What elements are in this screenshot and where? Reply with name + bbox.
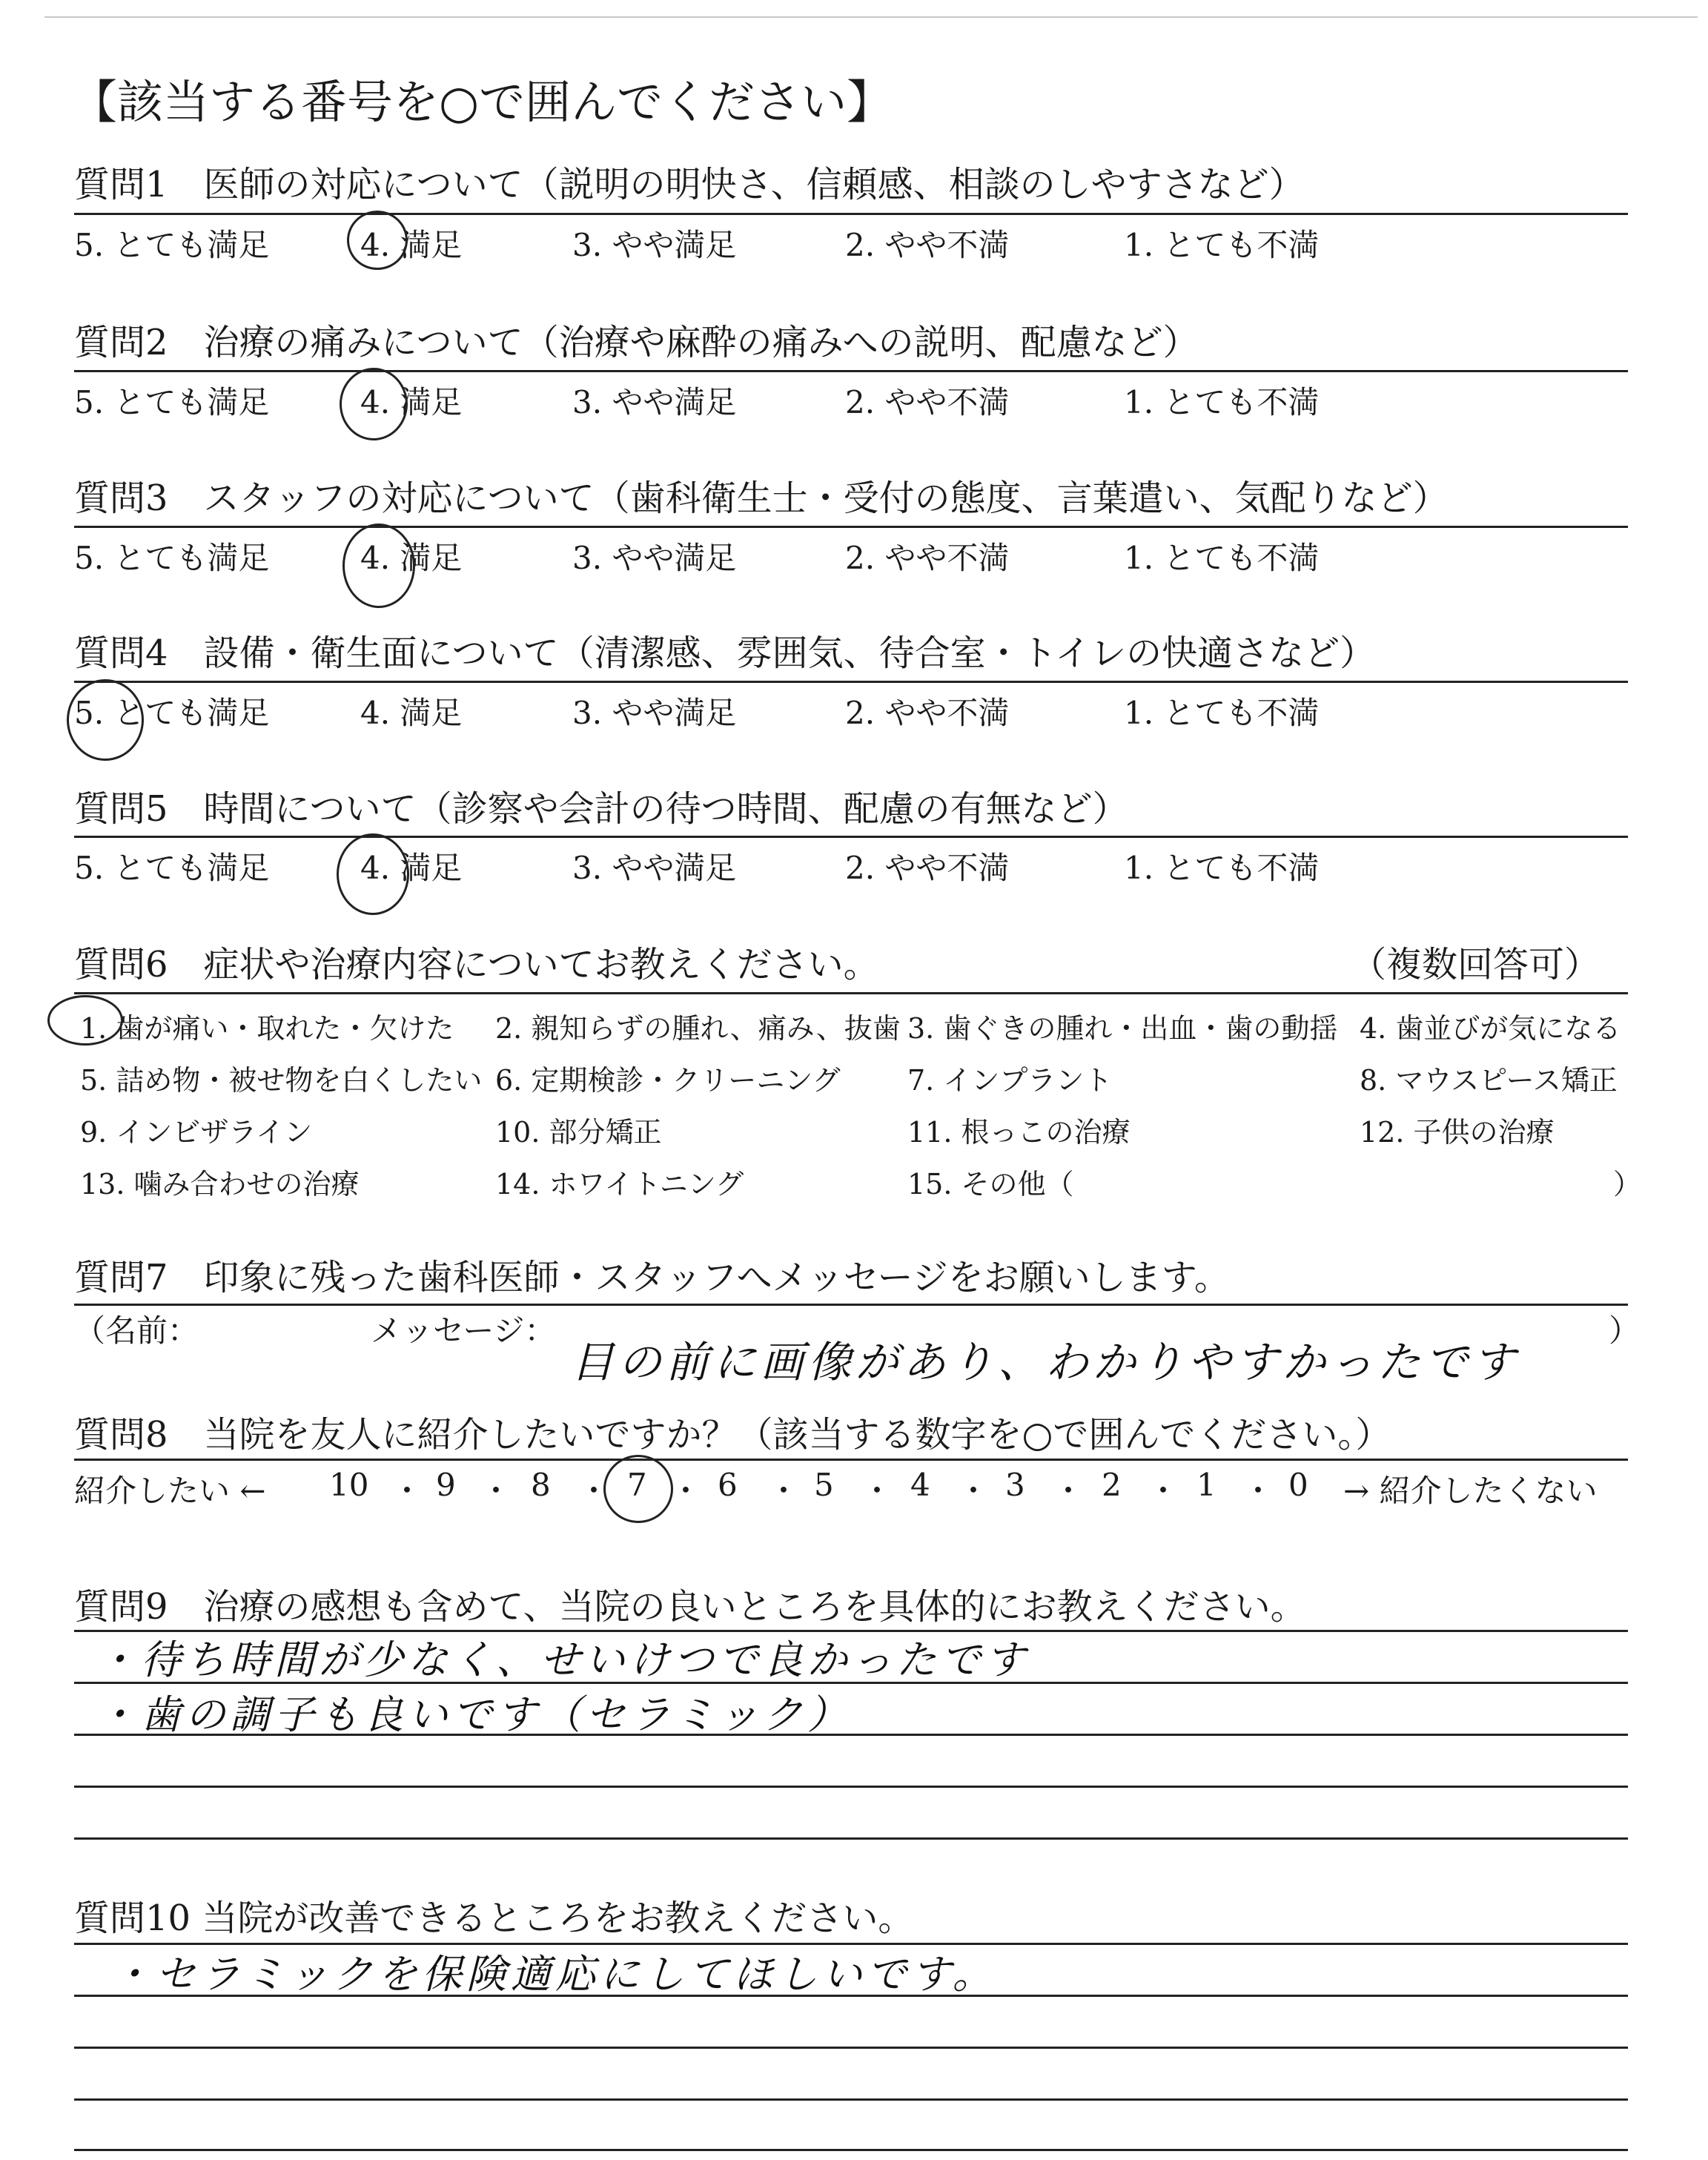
q8-dot: ・ bbox=[480, 1473, 512, 1509]
q6-option-10[interactable]: 10. 部分矯正 bbox=[495, 1116, 662, 1149]
q1-selected-circle bbox=[347, 211, 408, 270]
q6-option-5[interactable]: 5. 詰め物・被せ物を白くしたい bbox=[80, 1064, 483, 1097]
q9-line-5 bbox=[74, 1837, 1628, 1840]
q8-scale-6[interactable]: 6 bbox=[718, 1467, 738, 1503]
q5-option-4[interactable]: 4. 満足 bbox=[360, 850, 463, 886]
q7-name-label: （名前： bbox=[74, 1312, 199, 1349]
q8-scale-10[interactable]: 10 bbox=[329, 1467, 369, 1503]
q2-selected-circle bbox=[340, 368, 408, 440]
q8-dot: ・ bbox=[670, 1473, 702, 1509]
question-8-label: 質問8 当院を友人に紹介したいですか？（該当する数字を○で囲んでください。） bbox=[74, 1414, 1391, 1456]
q8-scale-4[interactable]: 4 bbox=[910, 1467, 930, 1503]
question-9-label: 質問9 治療の感想も含めて、当院の良いところを具体的にお教えください。 bbox=[74, 1586, 1306, 1628]
q7-close-paren: ） bbox=[1609, 1312, 1641, 1349]
q8-dot: ・ bbox=[391, 1473, 423, 1509]
q8-dot: ・ bbox=[861, 1473, 893, 1509]
q6-option-14[interactable]: 14. ホワイトニング bbox=[495, 1168, 744, 1200]
question-5-rule bbox=[74, 836, 1628, 838]
question-5-label: 質問5 時間について（診察や会計の待つ時間、配慮の有無など） bbox=[74, 788, 1128, 830]
q8-scale-0[interactable]: 0 bbox=[1288, 1467, 1308, 1503]
q8-dot: ・ bbox=[1242, 1473, 1274, 1509]
q2-option-2[interactable]: 2. やや不満 bbox=[845, 384, 1010, 420]
q5-option-3[interactable]: 3. やや満足 bbox=[572, 850, 737, 886]
q8-right-label: → 紹介したくない bbox=[1343, 1473, 1598, 1509]
question-4-rule bbox=[74, 681, 1628, 683]
q6-option-6[interactable]: 6. 定期検診・クリーニング bbox=[495, 1064, 841, 1097]
question-2-rule bbox=[74, 370, 1628, 372]
top-border bbox=[44, 16, 1698, 18]
q9-handwritten-1: ・待ち時間が少なく、せいけつで良かったです bbox=[96, 1636, 1030, 1683]
question-10-label: 質問10 当院が改善できるところをお教えください。 bbox=[74, 1898, 914, 1939]
q4-option-2[interactable]: 2. やや不満 bbox=[845, 695, 1010, 731]
q6-option-15-close: ） bbox=[1613, 1168, 1642, 1200]
q9-line-4 bbox=[74, 1786, 1628, 1788]
q3-selected-circle bbox=[342, 524, 415, 608]
q5-selected-circle bbox=[337, 833, 409, 915]
q6-option-8[interactable]: 8. マウスピース矯正 bbox=[1360, 1064, 1618, 1097]
question-3-label: 質問3 スタッフの対応について（歯科衛生士・受付の態度、言葉遣い、気配りなど） bbox=[74, 478, 1449, 519]
question-1-label: 質問1 医師の対応について（説明の明快さ、信頼感、相談のしやすさなど） bbox=[74, 164, 1305, 205]
q6-option-7[interactable]: 7. インプラント bbox=[907, 1064, 1113, 1097]
question-7-rule bbox=[74, 1304, 1628, 1306]
q4-option-5[interactable]: 5. とても満足 bbox=[74, 695, 270, 731]
question-6-rule bbox=[74, 992, 1628, 994]
q6-option-11[interactable]: 11. 根っこの治療 bbox=[907, 1116, 1131, 1149]
question-6-note: （複数回答可） bbox=[1351, 944, 1601, 985]
q3-option-4[interactable]: 4. 満足 bbox=[360, 540, 463, 576]
q3-option-3[interactable]: 3. やや満足 bbox=[572, 540, 737, 576]
question-6-label: 質問6 症状や治療内容についてお教えください。 bbox=[74, 944, 879, 985]
page-title: 【該当する番号を○で囲んでください】 bbox=[71, 75, 893, 129]
q6-option-13[interactable]: 13. 噛み合わせの治療 bbox=[80, 1168, 360, 1200]
q8-dot: ・ bbox=[1148, 1473, 1179, 1509]
q5-option-1[interactable]: 1. とても不満 bbox=[1124, 850, 1320, 886]
q1-option-2[interactable]: 2. やや不満 bbox=[845, 227, 1010, 263]
q3-option-5[interactable]: 5. とても満足 bbox=[74, 540, 270, 576]
q4-selected-circle bbox=[67, 679, 144, 761]
question-3-rule bbox=[74, 526, 1628, 528]
q8-scale-9[interactable]: 9 bbox=[436, 1467, 456, 1503]
q8-dot: ・ bbox=[958, 1473, 990, 1509]
q1-option-4[interactable]: 4. 満足 bbox=[360, 227, 463, 263]
q8-dot: ・ bbox=[1053, 1473, 1085, 1509]
question-1-rule bbox=[74, 213, 1628, 215]
question-7-label: 質問7 印象に残った歯科医師・スタッフへメッセージをお願いします。 bbox=[74, 1257, 1230, 1298]
q8-dot: ・ bbox=[578, 1473, 610, 1509]
q6-option-9[interactable]: 9. インビザライン bbox=[80, 1116, 313, 1149]
q2-option-5[interactable]: 5. とても満足 bbox=[74, 384, 270, 420]
q6-option-4[interactable]: 4. 歯並びが気になる bbox=[1360, 1012, 1621, 1045]
q9-handwritten-2: ・歯の調子も良いです（セラミック） bbox=[96, 1691, 852, 1738]
q6-option-12[interactable]: 12. 子供の治療 bbox=[1360, 1116, 1555, 1149]
q5-option-2[interactable]: 2. やや不満 bbox=[845, 850, 1010, 886]
q8-scale-5[interactable]: 5 bbox=[814, 1467, 834, 1503]
q4-option-3[interactable]: 3. やや満足 bbox=[572, 695, 737, 731]
question-2-label: 質問2 治療の痛みについて（治療や麻酔の痛みへの説明、配慮など） bbox=[74, 322, 1199, 363]
q4-option-4[interactable]: 4. 満足 bbox=[360, 695, 463, 731]
q10-line-5 bbox=[74, 2149, 1628, 2151]
q3-option-2[interactable]: 2. やや不満 bbox=[845, 540, 1010, 576]
q10-handwritten-1: ・セラミックを保険適応にしてほしいです。 bbox=[111, 1951, 997, 1998]
q8-dot: ・ bbox=[768, 1473, 800, 1509]
q6-option-3[interactable]: 3. 歯ぐきの腫れ・出血・歯の動揺 bbox=[907, 1012, 1338, 1045]
q6-option-1[interactable]: 1. 歯が痛い・取れた・欠けた bbox=[80, 1012, 454, 1045]
q1-option-3[interactable]: 3. やや満足 bbox=[572, 227, 737, 263]
q8-left-label: 紹介したい ← bbox=[74, 1473, 266, 1509]
q10-line-3 bbox=[74, 2047, 1628, 2049]
q8-scale-1[interactable]: 1 bbox=[1196, 1467, 1217, 1503]
q4-option-1[interactable]: 1. とても不満 bbox=[1124, 695, 1320, 731]
q6-selected-circle bbox=[47, 995, 123, 1046]
q1-option-1[interactable]: 1. とても不満 bbox=[1124, 227, 1320, 263]
q3-option-1[interactable]: 1. とても不満 bbox=[1124, 540, 1320, 576]
q8-scale-8[interactable]: 8 bbox=[531, 1467, 551, 1503]
question-4-label: 質問4 設備・衛生面について（清潔感、雰囲気、待合室・トイレの快適さなど） bbox=[74, 633, 1376, 674]
q6-option-15[interactable]: 15. その他（ bbox=[907, 1168, 1074, 1200]
q2-option-4[interactable]: 4. 満足 bbox=[360, 384, 463, 420]
q8-selected-circle bbox=[603, 1455, 673, 1523]
q8-scale-7[interactable]: 7 bbox=[627, 1467, 647, 1503]
question-8-rule bbox=[74, 1459, 1628, 1461]
q8-scale-2[interactable]: 2 bbox=[1102, 1467, 1122, 1503]
q2-option-1[interactable]: 1. とても不満 bbox=[1124, 384, 1320, 420]
q1-option-5[interactable]: 5. とても満足 bbox=[74, 227, 270, 263]
q10-line-4 bbox=[74, 2098, 1628, 2101]
q5-option-5[interactable]: 5. とても満足 bbox=[74, 850, 270, 886]
q7-message-label: メッセージ： bbox=[371, 1312, 556, 1349]
q6-option-2[interactable]: 2. 親知らずの腫れ、痛み、抜歯 bbox=[495, 1012, 901, 1045]
q8-scale-3[interactable]: 3 bbox=[1005, 1467, 1025, 1503]
q7-handwritten-message: 目の前に画像があり、わかりやすかったです bbox=[571, 1337, 1520, 1387]
q2-option-3[interactable]: 3. やや満足 bbox=[572, 384, 737, 420]
